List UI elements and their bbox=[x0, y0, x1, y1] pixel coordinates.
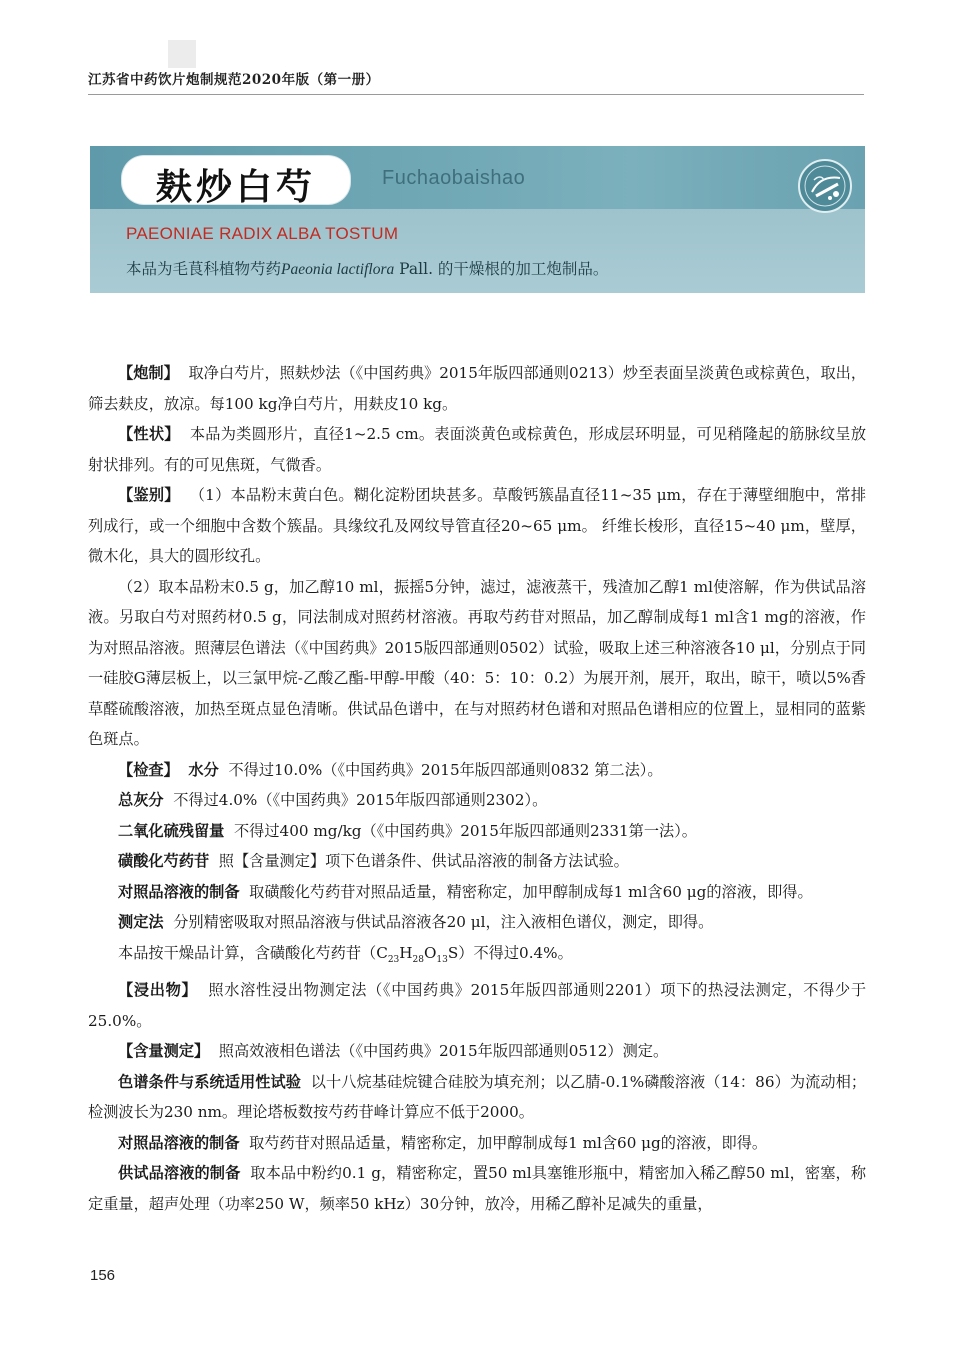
paragraph-identification-2 bbox=[88, 572, 866, 755]
paragraph-limit bbox=[88, 938, 866, 976]
paragraph-test-prep bbox=[88, 1158, 866, 1219]
text-so2: 不得过400 mg/kg（《中国药典》2015年版四部通则2331第一法）。 bbox=[233, 821, 697, 840]
monograph-title: 麸炒白芍 bbox=[155, 167, 316, 208]
heading-examination: 【检查】 bbox=[118, 760, 179, 779]
limit-suffix: S）不得过0.4%。 bbox=[447, 943, 573, 962]
paragraph-sulfonated bbox=[88, 846, 866, 877]
header-title: 江苏省中药饮片炮制规范2020年版（第一册） bbox=[88, 72, 380, 88]
monograph-banner bbox=[90, 146, 865, 293]
heading-processing: 【炮制】 bbox=[118, 364, 179, 382]
limit-o: O bbox=[423, 943, 437, 962]
paragraph-reference-prep bbox=[88, 877, 866, 908]
page-number: 156 bbox=[90, 1267, 116, 1284]
limit-prefix: 本品按干燥品计算，含磺酸化芍药苷（C bbox=[118, 943, 388, 962]
herb-emblem-icon bbox=[794, 156, 856, 214]
latin-name: PAEONIAE RADIX ALBA TOSTUM bbox=[126, 224, 399, 243]
text-reference-prep-2: 取芍药苷对照品适量，精密称定，加甲醇制成每1 ml含60 μg的溶液，即得。 bbox=[249, 1133, 768, 1152]
text-test-prep: 取本品中粉约0.1 g，精密称定，置50 ml具塞锥形瓶中，精密加入稀乙醇50 ml，密塞，称定重量，超声处理（功率250 W，频率50 kHz）30分钟，放冷，用稀乙醇补足减失的重量， bbox=[88, 1164, 867, 1213]
heading-extractives: 【浸出物】 bbox=[118, 981, 198, 1000]
paragraph-identification-1 bbox=[88, 480, 866, 572]
text-reference-prep: 取磺酸化芍药苷对照品适量，精密称定，加甲醇制成每1 ml含60 μg的溶液，即得。 bbox=[249, 882, 813, 901]
paragraph-chromatography bbox=[88, 1067, 866, 1128]
heading-sulfonated: 磺酸化芍药苷 bbox=[118, 852, 210, 870]
heading-chromatography: 色谱条件与系统适用性试验 bbox=[118, 1072, 301, 1091]
paragraph-so2 bbox=[88, 816, 866, 847]
paragraph-moisture bbox=[88, 755, 866, 786]
paragraph-extractives bbox=[88, 975, 866, 1036]
limit-c-count: 23 bbox=[387, 954, 400, 965]
paragraph-reference-prep-2 bbox=[88, 1128, 866, 1159]
paragraph-processing bbox=[88, 358, 866, 419]
heading-reference-prep: 对照品溶液的制备 bbox=[118, 882, 240, 901]
source-species: Paeonia lactiflora bbox=[281, 261, 395, 278]
heading-measurement: 测定法 bbox=[118, 913, 164, 931]
heading-ash: 总灰分 bbox=[118, 791, 164, 809]
title-box bbox=[122, 156, 350, 208]
heading-moisture: 水分 bbox=[188, 760, 219, 779]
text-description: 本品为类圆形片，直径1~2.5 cm。表面淡黄色或棕黄色，形成层环明显，可见稍隆起的筋脉纹呈放射状排列。有的可见焦斑，气微香。 bbox=[88, 425, 867, 474]
text-processing: 取净白芍片，照麸炒法（《中国药典》2015年版四部通则0213）炒至表面呈淡黄色或棕黄色，取出，筛去麸皮，放凉。每100 kg净白芍片，用麸皮10 kg。 bbox=[88, 364, 867, 413]
text-identification-1: （1）本品粉末黄白色。糊化淀粉团块甚多。草酸钙簇晶直径11~35 μm，存在于薄壁细胞中，常排列成行，或一个细胞中含数个簇晶。具缘纹孔及网纹导管直径20~65 μm。 纤维长梭形，直径15~40 μm，壁厚，微木化，具大的圆形纹孔。 bbox=[88, 486, 867, 565]
source-description bbox=[126, 257, 608, 279]
heading-identification: 【鉴别】 bbox=[118, 486, 180, 504]
text-chromatography: 以十八烷基硅烷键合硅胶为填充剂；以乙腈-0.1%磷酸溶液（14：86）为流动相；检测波长为230 nm。理论塔板数按芍药苷峰计算应不低于2000。 bbox=[88, 1072, 867, 1122]
text-extractives: 照水溶性浸出物测定法（《中国药典》2015年版四部通则2201）项下的热浸法测定，不得少于25.0%。 bbox=[88, 981, 867, 1030]
text-measurement: 分别精密吸取对照品溶液与供试品溶液各20 μl，注入液相色谱仪，测定，即得。 bbox=[173, 913, 714, 931]
heading-description: 【性状】 bbox=[118, 425, 180, 443]
text-ash: 不得过4.0%（《中国药典》2015年版四部通则2302）。 bbox=[173, 791, 548, 809]
heading-test-prep: 供试品溶液的制备 bbox=[118, 1164, 241, 1183]
running-header bbox=[88, 62, 864, 95]
source-prefix: 本品为毛茛科植物芍药 bbox=[126, 260, 282, 278]
heading-so2: 二氧化硫残留量 bbox=[118, 821, 225, 840]
paragraph-measurement bbox=[88, 907, 866, 938]
limit-h-count: 28 bbox=[412, 954, 424, 965]
limit-h: H bbox=[399, 943, 413, 962]
limit-o-count: 13 bbox=[436, 954, 448, 965]
paragraph-ash bbox=[88, 785, 866, 816]
text-sulfonated: 照【含量测定】项下色谱条件、供试品溶液的制备方法试验。 bbox=[218, 852, 629, 870]
text-identification-2: （2）取本品粉末0.5 g，加乙醇10 ml，振摇5分钟，滤过，滤液蒸干，残渣加乙醇1 ml使溶解，作为供试品溶液。另取白芍对照药材0.5 g，同法制成对照药材溶液。再取芍药苷对照品，加乙醇制成每1 ml含1 mg的溶液，作为对照品溶液。照薄层色谱法（《中国药典》2015版四部通则0502）试验，吸取上述三种溶液各10 μl，分别点于同一硅胶G薄层板上，以三氯甲烷-乙酸乙酯-甲醇-甲酸（40：5：10：0.2）为展开剂，展开，取出，晾干，喷以5%香草醛硫酸溶液，加热至斑点显色清晰。供试品色谱中，在与对照药材色谱和对照品色谱相应的位置上，显相同的蓝紫色斑点。 bbox=[88, 577, 866, 748]
text-assay: 照高效液相色谱法（《中国药典》2015年版四部通则0512）测定。 bbox=[218, 1042, 669, 1061]
text-moisture: 不得过10.0%（《中国药典》2015年版四部通则0832 第二法）。 bbox=[228, 760, 663, 779]
paragraph-assay bbox=[88, 1036, 866, 1067]
heading-assay: 【含量测定】 bbox=[118, 1042, 210, 1061]
paragraph-description bbox=[88, 419, 866, 480]
monograph-body bbox=[88, 358, 866, 1219]
source-suffix: Pall. 的干燥根的加工炮制品。 bbox=[394, 260, 609, 278]
heading-reference-prep-2: 对照品溶液的制备 bbox=[118, 1133, 240, 1152]
monograph-pinyin: Fuchaobaishao bbox=[382, 167, 526, 189]
